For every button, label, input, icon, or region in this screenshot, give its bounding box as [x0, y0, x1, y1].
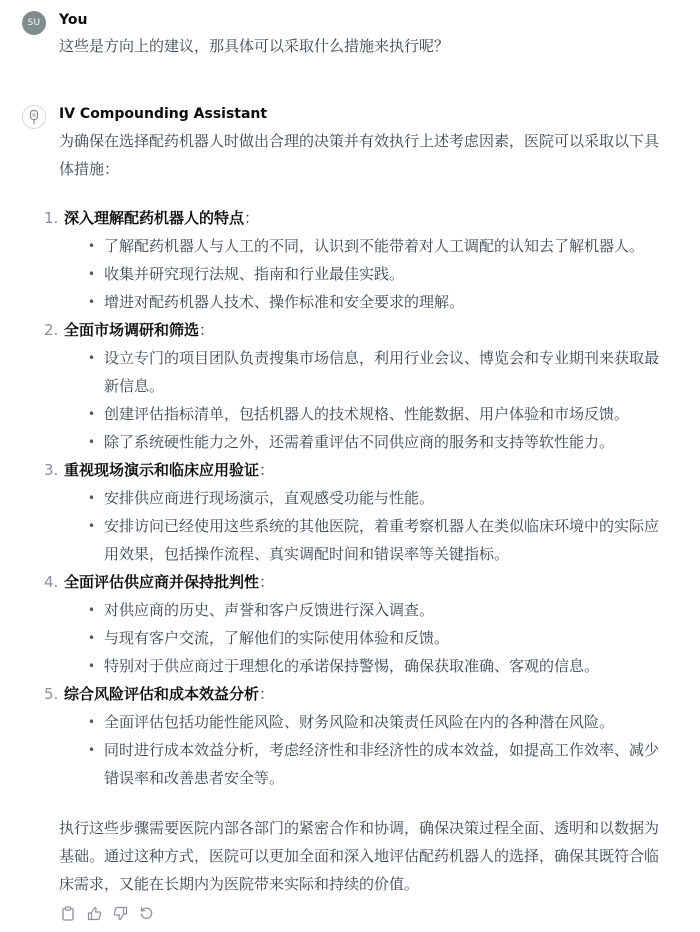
user-avatar-initials: SU — [27, 18, 41, 28]
step-item: 2. 全面市场调研和筛选： • 设立专门的项目团队负责搜集市场信息，利用行业会议、博览会和专业期刊来获取最新信息。 • 创建评估指标清单，包括机器人的技术规格、性能数据、用户体验和市场反馈。 • 除了系统硬性能力之外，还需着重评估不同供应商的服务和支持等软性能力。 — [44, 316, 670, 456]
step-title: 全面评估供应商并保持批判性 — [64, 573, 260, 591]
step-number: 1. — [44, 209, 59, 227]
thumbs-down-icon — [113, 906, 128, 921]
message-actions — [59, 904, 155, 922]
thumbs-up-button[interactable] — [85, 904, 103, 922]
step-number: 2. — [44, 321, 59, 339]
steps-list — [44, 204, 670, 792]
copy-icon — [61, 906, 75, 921]
assistant-outro: 执行这些步骤需要医院内部各部门的紧密合作和协调，确保决策过程全面、透明和以数据为基础。通过这种方式，医院可以更加全面和深入地评估配药机器人的选择，确保其既符合临床需求，又能在长期内为医院带来实际和持续的价值。 — [59, 819, 660, 893]
bullet-item: • 全面评估包括功能性能风险、财务风险和决策责任风险在内的各种潜在风险。 — [86, 708, 670, 736]
bullet-item: • 安排供应商进行现场演示，直观感受功能与性能。 — [86, 484, 670, 512]
step-title: 综合风险评估和成本效益分析 — [64, 685, 260, 703]
bullet-list — [64, 596, 670, 680]
user-avatar — [22, 11, 46, 35]
step-item: 3. 重视现场演示和临床应用验证： • 安排供应商进行现场演示，直观感受功能与性能。 • 安排访问已经使用这些系统的其他医院，着重考察机器人在类似临床环境中的实际应用效果，包括操作流程、真实调配时间和错误率等关键指标。 — [44, 456, 670, 568]
copy-button[interactable] — [59, 904, 77, 922]
step-number: 5. — [44, 685, 59, 703]
assistant-intro: 为确保在选择配药机器人时做出合理的决策并有效执行上述考虑因素，医院可以采取以下具体措施： — [59, 132, 660, 178]
user-message-text: 这些是方向上的建议，那具体可以采取什么措施来执行呢？ — [59, 37, 450, 55]
assistant-author-name: IV Compounding Assistant — [59, 106, 268, 122]
bullet-item: • 创建评估指标清单，包括机器人的技术规格、性能数据、用户体验和市场反馈。 — [86, 400, 670, 428]
bullet-item: • 设立专门的项目团队负责搜集市场信息，利用行业会议、博览会和专业期刊来获取最新信息。 — [86, 344, 670, 400]
iv-bag-icon — [28, 109, 40, 125]
bullet-item: • 了解配药机器人与人工的不同，认识到不能带着对人工调配的认知去了解机器人。 — [86, 232, 670, 260]
bullet-item: • 与现有客户交流，了解他们的实际使用体验和反馈。 — [86, 624, 670, 652]
step-item: 5. 综合风险评估和成本效益分析： • 全面评估包括功能性能风险、财务风险和决策责任风险在内的各种潜在风险。 • 同时进行成本效益分析，考虑经济性和非经济性的成本效益，如提高工作效率、减少错误率和改善患者安全等。 — [44, 680, 670, 792]
assistant-avatar — [22, 105, 46, 129]
bullet-item: • 除了系统硬性能力之外，还需着重评估不同供应商的服务和支持等软性能力。 — [86, 428, 670, 456]
step-item: 4. 全面评估供应商并保持批判性： • 对供应商的历史、声誉和客户反馈进行深入调查。 • 与现有客户交流，了解他们的实际使用体验和反馈。 • 特别对于供应商过于理想化的承诺保持警惕，确保获取准确、客观的信息。 — [44, 568, 670, 680]
bullet-item: • 收集并研究现行法规、指南和行业最佳实践。 — [86, 260, 670, 288]
bullet-item: • 增进对配药机器人技术、操作标准和安全要求的理解。 — [86, 288, 670, 316]
step-title: 重视现场演示和临床应用验证 — [64, 461, 260, 479]
bullet-item: • 安排访问已经使用这些系统的其他医院，着重考察机器人在类似临床环境中的实际应用效果，包括操作流程、真实调配时间和错误率等关键指标。 — [86, 512, 670, 568]
regenerate-button[interactable] — [137, 904, 155, 922]
thumbs-down-button[interactable] — [111, 904, 129, 922]
thumbs-up-icon — [87, 906, 102, 921]
regenerate-icon — [139, 906, 154, 921]
step-title: 深入理解配药机器人的特点 — [64, 209, 245, 227]
step-number: 4. — [44, 573, 59, 591]
user-author-name: You — [59, 12, 88, 28]
bullet-list — [64, 232, 670, 316]
bullet-list — [64, 344, 670, 456]
bullet-item: • 特别对于供应商过于理想化的承诺保持警惕，确保获取准确、客观的信息。 — [86, 652, 670, 680]
bullet-list — [64, 484, 670, 568]
bullet-list — [64, 708, 670, 792]
step-title: 全面市场调研和筛选 — [64, 321, 200, 339]
bullet-item: • 对供应商的历史、声誉和客户反馈进行深入调查。 — [86, 596, 670, 624]
bullet-item: • 同时进行成本效益分析，考虑经济性和非经济性的成本效益，如提高工作效率、减少错误率和改善患者安全等。 — [86, 736, 670, 792]
step-item: 1. 深入理解配药机器人的特点： • 了解配药机器人与人工的不同，认识到不能带着对人工调配的认知去了解机器人。 • 收集并研究现行法规、指南和行业最佳实践。 • 增进对配药机器人技术、操作标准和安全要求的理解。 — [44, 204, 670, 316]
step-number: 3. — [44, 461, 59, 479]
